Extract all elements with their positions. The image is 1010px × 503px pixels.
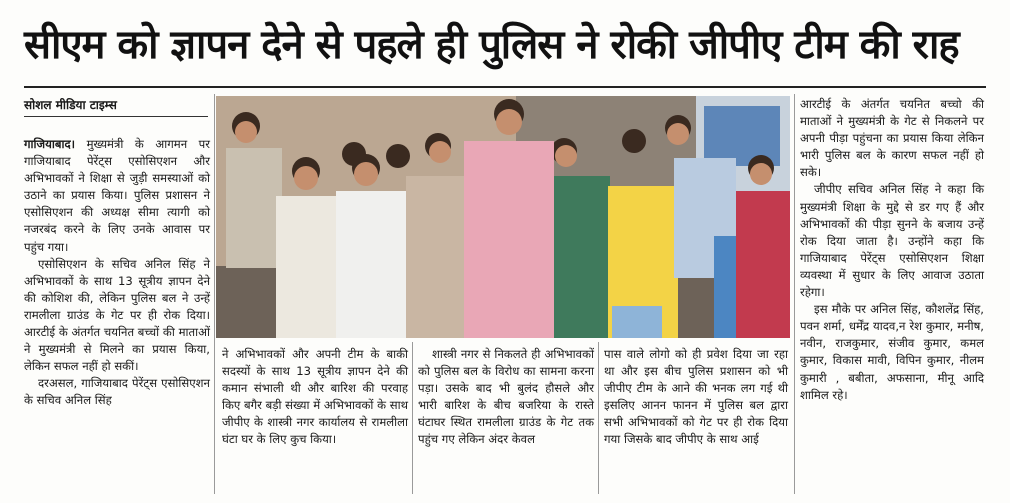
dateline: गाजियाबाद। bbox=[24, 137, 76, 151]
paragraph: इस मौके पर अनिल सिंह, कौशलेंद्र सिंह, पवन शर्मा, धर्मेंद्र यादव,न रेश कुमार, मनीष, नवीन, राजकुमार, संजीव कुमार, कमल कुमार, विकास मावी, विपिन कुमार, नीलम कुमारी , बबीता, अफसाना, मीनू आदि शामिल रहे। bbox=[800, 302, 984, 402]
paragraph: एसोसिएशन के सचिव अनिल सिंह ने अभिभावकों के साथ 13 सूत्रीय ज्ञापन देने की कोशिश की, लेकिन पुलिस बल ने उन्हें रामलीला ग्राउंड के गेट पर ही रोक दिया। आरटीई के अंतर्गत चयनित बच्चों की माताओं ने मुख्यमंत्री से मिलने का प्रयास किया, लेकिन सफल नहीं हो सकीं। bbox=[24, 256, 210, 374]
paragraph: दरअसल, गाजियाबाद पेरेंट्स एसोसिएशन के सचिव अनिल सिंह bbox=[24, 376, 210, 408]
headline: सीएम को ज्ञापन देने से पहले ही पुलिस ने रोकी जीपीए टीम की राह bbox=[24, 22, 959, 68]
paragraph: जीपीए सचिव अनिल सिंह ने कहा कि मुख्यमंत्री शिक्षा के मुद्दे से डर गए हैं और अभिभावकों की पीड़ा सुनने के बजाय उन्हें रोक दिया जाता है। उन्होंने कहा कि गाजियाबाद पेरेंट्स एसोसिएशन शिक्षा व्यवस्था में सुधार के लिए आवाज उठाता रहेगा। bbox=[800, 182, 984, 300]
paragraph: आरटीई के अंतर्गत चयनित बच्चो की माताओं ने मुख्यमंत्री के गेट से निकलने पर अपनी पीड़ा पहुंचना का प्रयास किया लेकिन भारी पुलिस बल के कारण सफल नहीं हो सके। bbox=[800, 97, 984, 180]
column-divider bbox=[794, 94, 795, 494]
news-photo bbox=[216, 96, 790, 338]
paragraph-text: मुख्यमंत्री के आगमन पर गाजियाबाद पेरेंट्स एसोसिएशन और अभिभावकों ने शिक्षा से जुड़ी समस्याओं को उठाने का प्रयास किया। पुलिस प्रशासन ने एसोसिएशन की अध्यक्ष सीमा त्यागी को नजरबंद करने के लिए उनके आवास पर पहुंच गया। bbox=[24, 137, 211, 254]
column-2 bbox=[222, 346, 408, 449]
column-divider bbox=[598, 342, 599, 494]
column-3 bbox=[418, 346, 594, 449]
column-divider bbox=[412, 342, 413, 494]
paragraph bbox=[24, 136, 210, 256]
group-photo-image bbox=[216, 96, 790, 338]
column-4 bbox=[604, 346, 788, 449]
headline-rule bbox=[24, 86, 986, 88]
byline-rule bbox=[24, 116, 208, 117]
column-5 bbox=[800, 96, 984, 404]
paragraph: शास्त्री नगर से निकलते ही अभिभावकों को पुलिस बल के विरोध का सामना करना पड़ा। उसके बाद भी बुलंद हौसले और भारी बारिश के बीच बजरिया के रास्ते घंटाघर स्थित रामलीला ग्राउंड के गेट तक पहुंच गए लेकिन अंदर केवल bbox=[418, 347, 594, 447]
paragraph: ने अभिभावकों और अपनी टीम के बाकी सदस्यों के साथ 13 सूत्रीय ज्ञापन देने की कमान संभाली थी और बारिश की परवाह किए बगैर बड़ी संख्या में अभिभावकों के साथ जीपीए के शास्त्री नगर कार्यालय से रामलीला घंटा घर के लिए कुच किया। bbox=[222, 347, 408, 447]
column-divider bbox=[214, 94, 215, 494]
paragraph: पास वाले लोगो को ही प्रवेश दिया जा रहा था और इस बीच पुलिस प्रशासन को भी जीपीए टीम के आने की भनक लग गई थी इसलिए आनन फानन में पुलिस बल द्वारा सभी अभिभावकों को गेट पर ही रोक दिया गया जिसके बाद जीपीए के साथ आई bbox=[604, 347, 788, 447]
byline: सोशल मीडिया टाइम्स bbox=[24, 98, 117, 112]
column-1 bbox=[24, 136, 210, 410]
